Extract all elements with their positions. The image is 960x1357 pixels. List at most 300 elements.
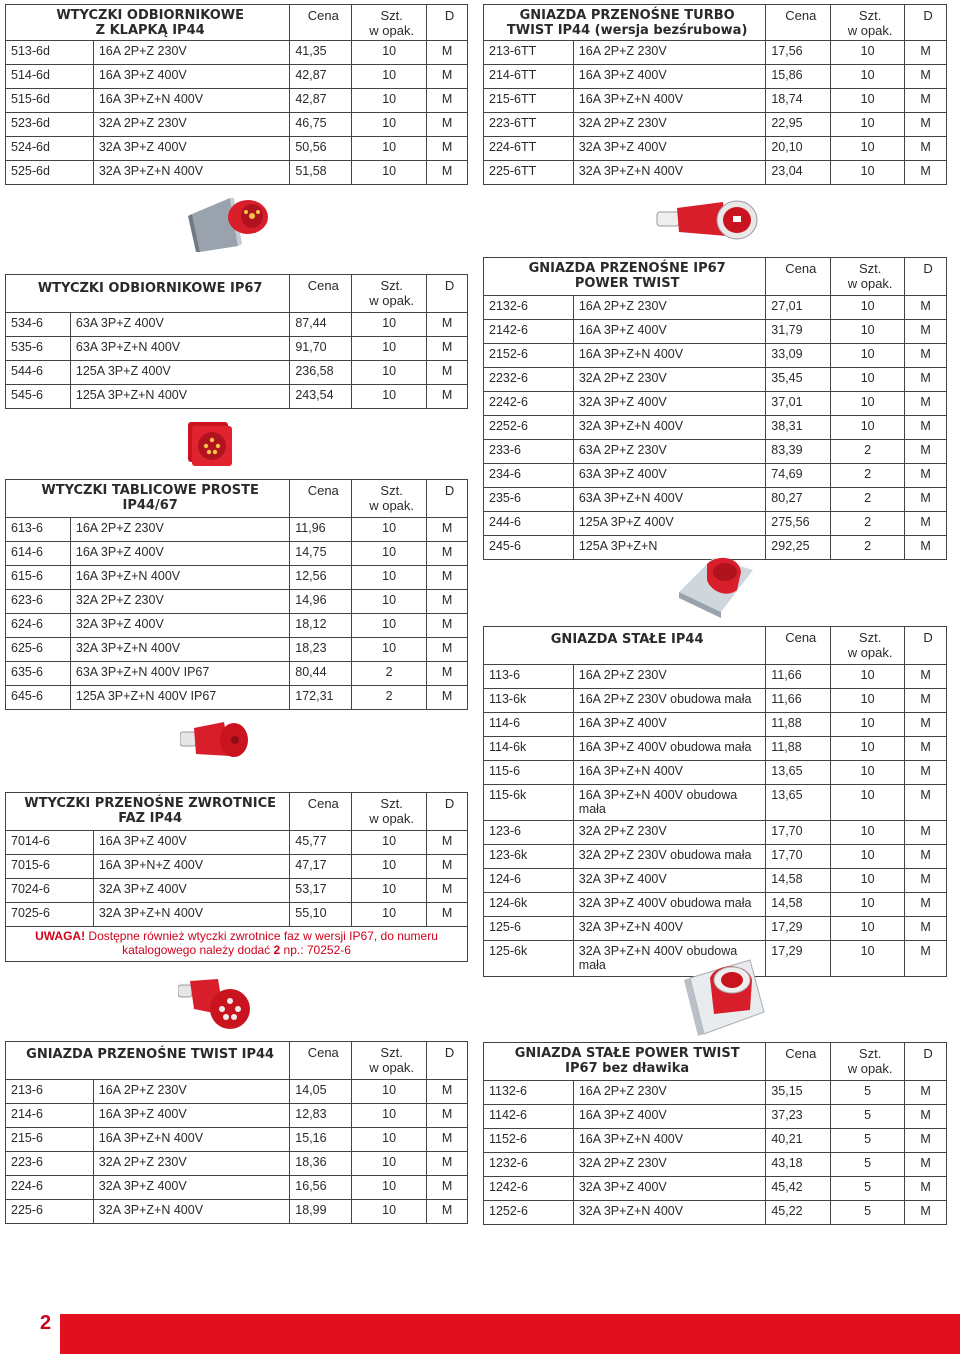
cell-description: 16A 3P+Z+N 400V: [573, 89, 766, 113]
cell-d: M: [905, 89, 947, 113]
cell-d: M: [427, 638, 468, 662]
cell-pack-qty: 10: [352, 1080, 427, 1104]
cell-d: M: [427, 361, 468, 385]
cell-price: 87,44: [290, 313, 352, 337]
cell-d: M: [905, 1129, 947, 1153]
cell-price: 37,23: [766, 1105, 831, 1129]
cell-code: 214-6TT: [484, 65, 574, 89]
cell-description: 32A 3P+Z+N 400V: [573, 1201, 766, 1225]
table-row: [484, 869, 947, 893]
cell-pack-qty: 10: [831, 137, 905, 161]
cell-pack-qty: 10: [352, 1152, 427, 1176]
cell-description: 125A 3P+Z+N 400V: [70, 385, 289, 409]
cell-description: 32A 3P+Z 400V: [93, 879, 289, 903]
cell-description: 125A 3P+Z 400V: [70, 361, 289, 385]
col-header-d: D: [905, 258, 947, 296]
cell-price: 172,31: [290, 686, 352, 710]
cell-d: M: [905, 821, 947, 845]
cell-d: M: [905, 1177, 947, 1201]
cell-description: 32A 3P+Z 400V: [70, 614, 289, 638]
cell-pack-qty: 10: [352, 113, 427, 137]
cell-price: 47,17: [290, 855, 352, 879]
cell-d: M: [905, 137, 947, 161]
cell-pack-qty: 10: [352, 903, 427, 927]
cell-description: 16A 3P+Z+N 400V: [93, 89, 290, 113]
cell-pack-qty: 5: [831, 1129, 905, 1153]
cell-d: M: [905, 713, 947, 737]
cell-price: 12,83: [290, 1104, 352, 1128]
table-row: [484, 440, 947, 464]
cell-pack-qty: 10: [352, 1200, 427, 1224]
cell-price: 22,95: [766, 113, 831, 137]
cell-description: 32A 3P+Z+N 400V: [70, 638, 289, 662]
cell-d: M: [427, 337, 468, 361]
table-row: [6, 518, 468, 542]
col-header-cena: Cena: [766, 627, 831, 665]
cell-price: 38,31: [766, 416, 831, 440]
cell-description: 63A 3P+Z+N 400V: [70, 337, 289, 361]
cell-pack-qty: 10: [831, 416, 905, 440]
cell-description: 32A 2P+Z 230V: [573, 113, 766, 137]
cell-d: M: [905, 344, 947, 368]
cell-code: 235-6: [484, 488, 574, 512]
cell-code: 624-6: [6, 614, 71, 638]
cell-code: 244-6: [484, 512, 574, 536]
table-row: [6, 313, 468, 337]
cell-pack-qty: 10: [831, 89, 905, 113]
cell-d: M: [905, 512, 947, 536]
table-row: [484, 512, 947, 536]
table-wtyczki-odbiornikowe-ip67: [5, 274, 468, 409]
cell-d: M: [427, 855, 468, 879]
table-row: [484, 137, 947, 161]
cell-price: 18,36: [290, 1152, 352, 1176]
table-row: [484, 1129, 947, 1153]
table-row: [484, 1105, 947, 1129]
note-row: [6, 927, 468, 962]
col-header-szt: Szt. w opak.: [831, 627, 905, 665]
table-row: [6, 879, 468, 903]
cell-d: M: [905, 488, 947, 512]
col-header-szt: Szt. w opak.: [352, 275, 427, 313]
table-row: [484, 665, 947, 689]
cell-description: 16A 2P+Z 230V: [573, 41, 766, 65]
cell-pack-qty: 10: [352, 337, 427, 361]
cell-code: 125-6k: [484, 941, 574, 977]
cell-code: 525-6d: [6, 161, 94, 185]
cell-code: 1142-6: [484, 1105, 574, 1129]
cell-code: 615-6: [6, 566, 71, 590]
product-image-portable-socket: [653, 194, 763, 244]
cell-code: 513-6d: [6, 41, 94, 65]
cell-d: M: [905, 368, 947, 392]
cell-code: 7025-6: [6, 903, 94, 927]
cell-code: 524-6d: [6, 137, 94, 161]
cell-price: 11,88: [766, 737, 831, 761]
cell-d: M: [427, 903, 468, 927]
table-row: [6, 161, 468, 185]
cell-description: 32A 3P+Z+N 400V: [93, 161, 290, 185]
cell-code: 623-6: [6, 590, 71, 614]
table-row: [6, 137, 468, 161]
cell-d: M: [427, 879, 468, 903]
cell-price: 14,58: [766, 869, 831, 893]
cell-description: 32A 3P+Z 400V: [573, 869, 766, 893]
cell-d: M: [427, 161, 468, 185]
col-header-d: D: [905, 5, 947, 41]
cell-pack-qty: 2: [352, 686, 427, 710]
cell-code: 225-6TT: [484, 161, 574, 185]
table-row: [6, 542, 468, 566]
table-row: [6, 855, 468, 879]
table-row: [6, 337, 468, 361]
col-header-d: D: [427, 5, 468, 41]
cell-d: M: [905, 65, 947, 89]
cell-price: 45,22: [766, 1201, 831, 1225]
cell-description: 16A 3P+Z 400V: [573, 713, 766, 737]
cell-d: M: [427, 590, 468, 614]
cell-pack-qty: 5: [831, 1177, 905, 1201]
cell-code: 113-6k: [484, 689, 574, 713]
cell-code: 213-6TT: [484, 41, 574, 65]
table-row: [6, 903, 468, 927]
cell-price: 18,23: [290, 638, 352, 662]
cell-description: 16A 3P+Z+N 400V: [93, 1128, 290, 1152]
cell-description: 32A 2P+Z 230V: [573, 368, 765, 392]
table-gniazda-twist-ip44: [5, 1041, 468, 1224]
cell-price: 18,74: [766, 89, 831, 113]
cell-d: M: [427, 113, 468, 137]
cell-pack-qty: 10: [831, 785, 905, 821]
table-row: [484, 392, 947, 416]
page-number: 2: [40, 1312, 52, 1334]
cell-code: 225-6: [6, 1200, 94, 1224]
cell-pack-qty: 10: [352, 855, 427, 879]
table-row: [6, 831, 468, 855]
cell-description: 32A 3P+Z 400V obudowa mała: [573, 893, 766, 917]
cell-price: 17,70: [766, 845, 831, 869]
note-text-3: np.: 70252-6: [280, 943, 351, 957]
cell-d: M: [427, 1080, 468, 1104]
cell-description: 16A 3P+Z 400V: [70, 542, 289, 566]
cell-code: 1152-6: [484, 1129, 574, 1153]
cell-d: M: [427, 831, 468, 855]
table-row: [6, 686, 468, 710]
cell-pack-qty: 10: [831, 41, 905, 65]
table-gniazda-ip67-power-twist: [483, 257, 947, 560]
table-row: [6, 1080, 468, 1104]
cell-d: M: [427, 65, 468, 89]
cell-code: 245-6: [484, 536, 574, 560]
table-title: WTYCZKI ODBIORNIKOWE IP67: [6, 275, 290, 313]
cell-description: 16A 3P+Z+N 400V obudowa mała: [573, 785, 766, 821]
cell-pack-qty: 5: [831, 1105, 905, 1129]
cell-price: 18,12: [290, 614, 352, 638]
cell-d: M: [427, 1152, 468, 1176]
cell-description: 16A 3P+Z 400V: [573, 1105, 766, 1129]
cell-d: M: [905, 737, 947, 761]
cell-code: 625-6: [6, 638, 71, 662]
cell-pack-qty: 2: [831, 440, 905, 464]
cell-price: 243,54: [290, 385, 352, 409]
cell-description: 32A 3P+Z+N 400V obudowa mała: [573, 941, 766, 977]
cell-code: 7024-6: [6, 879, 94, 903]
col-header-cena: Cena: [766, 1043, 831, 1081]
cell-code: 635-6: [6, 662, 71, 686]
cell-d: M: [905, 464, 947, 488]
cell-price: 31,79: [766, 320, 831, 344]
cell-description: 32A 3P+Z 400V: [93, 137, 290, 161]
cell-code: 2152-6: [484, 344, 574, 368]
cell-d: M: [905, 416, 947, 440]
cell-code: 535-6: [6, 337, 71, 361]
cell-code: 223-6: [6, 1152, 94, 1176]
table-row: [484, 1201, 947, 1225]
table-row: [6, 89, 468, 113]
table-row: [484, 113, 947, 137]
cell-price: 18,99: [290, 1200, 352, 1224]
table-title: WTYCZKI TABLICOWE PROSTE IP44/67: [6, 480, 290, 518]
cell-d: M: [427, 89, 468, 113]
col-header-cena: Cena: [290, 275, 352, 313]
cell-price: 15,16: [290, 1128, 352, 1152]
cell-pack-qty: 10: [352, 1176, 427, 1200]
cell-d: M: [905, 320, 947, 344]
cell-code: 214-6: [6, 1104, 94, 1128]
cell-d: M: [427, 385, 468, 409]
cell-pack-qty: 10: [831, 737, 905, 761]
cell-description: 63A 3P+Z 400V: [573, 464, 765, 488]
cell-price: 80,27: [766, 488, 831, 512]
cell-code: 234-6: [484, 464, 574, 488]
cell-price: 11,96: [290, 518, 352, 542]
cell-price: 80,44: [290, 662, 352, 686]
cell-description: 16A 2P+Z 230V: [573, 296, 765, 320]
col-header-szt: Szt. w opak.: [831, 5, 905, 41]
table-gniazda-turbo-twist: [483, 4, 947, 185]
cell-d: M: [905, 392, 947, 416]
cell-price: 23,04: [766, 161, 831, 185]
table-row: [6, 385, 468, 409]
cell-price: 53,17: [290, 879, 352, 903]
cell-price: 41,35: [290, 41, 352, 65]
cell-d: M: [905, 893, 947, 917]
cell-pack-qty: 5: [831, 1081, 905, 1105]
cell-price: 33,09: [766, 344, 831, 368]
cell-pack-qty: 10: [352, 137, 427, 161]
table-row: [484, 344, 947, 368]
cell-d: M: [427, 662, 468, 686]
cell-pack-qty: 2: [831, 464, 905, 488]
cell-code: 2242-6: [484, 392, 574, 416]
table-row: [6, 113, 468, 137]
cell-d: M: [427, 686, 468, 710]
table-row: [6, 614, 468, 638]
product-image-wall-socket: [677, 550, 757, 620]
cell-description: 63A 2P+Z 230V: [573, 440, 765, 464]
cell-code: 224-6TT: [484, 137, 574, 161]
cell-price: 15,86: [766, 65, 831, 89]
cell-description: 32A 3P+Z+N 400V: [93, 903, 289, 927]
cell-description: 32A 2P+Z 230V: [93, 113, 290, 137]
cell-description: 32A 2P+Z 230V: [93, 1152, 290, 1176]
table-wtyczki-tablicowe: [5, 479, 468, 710]
table-row: [6, 638, 468, 662]
cell-pack-qty: 10: [352, 361, 427, 385]
table-row: [6, 1176, 468, 1200]
cell-code: 1252-6: [484, 1201, 574, 1225]
cell-price: 275,56: [766, 512, 831, 536]
table-title: GNIAZDA STAŁE IP44: [484, 627, 766, 665]
table-row: [6, 1104, 468, 1128]
col-header-szt: Szt. w opak.: [831, 1043, 905, 1081]
cell-pack-qty: 10: [831, 296, 905, 320]
note-bold: 2: [273, 943, 281, 957]
cell-d: M: [427, 542, 468, 566]
cell-pack-qty: 2: [831, 488, 905, 512]
table-row: [484, 296, 947, 320]
cell-price: 51,58: [290, 161, 352, 185]
cell-price: 13,65: [766, 785, 831, 821]
col-header-d: D: [905, 1043, 947, 1081]
col-header-szt: Szt. w opak.: [352, 5, 427, 41]
table-row: [6, 662, 468, 686]
cell-code: 544-6: [6, 361, 71, 385]
cell-price: 50,56: [290, 137, 352, 161]
cell-code: 7014-6: [6, 831, 94, 855]
col-header-cena: Cena: [290, 793, 352, 831]
cell-pack-qty: 10: [352, 65, 427, 89]
cell-code: 124-6k: [484, 893, 574, 917]
table-row: [6, 65, 468, 89]
cell-description: 16A 2P+Z 230V: [93, 1080, 290, 1104]
cell-description: 16A 3P+Z 400V: [573, 320, 765, 344]
cell-d: M: [905, 1201, 947, 1225]
cell-code: 114-6: [484, 713, 574, 737]
table-row: [484, 845, 947, 869]
cell-d: M: [905, 917, 947, 941]
table-title: WTYCZKI ODBIORNIKOWE Z KLAPKĄ IP44: [6, 5, 290, 41]
table-row: [6, 1128, 468, 1152]
cell-description: 32A 2P+Z 230V: [573, 821, 766, 845]
cell-pack-qty: 10: [831, 845, 905, 869]
cell-description: 16A 3P+Z+N 400V: [573, 761, 766, 785]
cell-d: M: [427, 137, 468, 161]
cell-d: M: [905, 1153, 947, 1177]
cell-d: M: [427, 566, 468, 590]
cell-d: M: [427, 313, 468, 337]
cell-price: 40,21: [766, 1129, 831, 1153]
cell-description: 32A 3P+Z 400V: [573, 137, 766, 161]
col-header-szt: Szt. w opak.: [352, 480, 427, 518]
col-header-szt: Szt. w opak.: [831, 258, 905, 296]
cell-pack-qty: 5: [831, 1201, 905, 1225]
cell-description: 125A 3P+Z 400V: [573, 512, 765, 536]
cell-price: 45,42: [766, 1177, 831, 1201]
cell-description: 63A 3P+Z 400V: [70, 313, 289, 337]
table-title: GNIAZDA PRZENOŚNE TWIST IP44: [6, 1042, 290, 1080]
cell-code: 223-6TT: [484, 113, 574, 137]
table-row: [484, 65, 947, 89]
cell-d: M: [905, 113, 947, 137]
cell-price: 35,15: [766, 1081, 831, 1105]
cell-description: 16A 3P+Z 400V: [93, 831, 289, 855]
table-row: [484, 689, 947, 713]
table-row: [6, 41, 468, 65]
cell-d: M: [427, 41, 468, 65]
cell-pack-qty: 10: [831, 665, 905, 689]
cell-description: 16A 3P+Z 400V: [93, 1104, 290, 1128]
cell-price: 43,18: [766, 1153, 831, 1177]
cell-code: 523-6d: [6, 113, 94, 137]
col-header-d: D: [427, 275, 468, 313]
table-row: [484, 785, 947, 821]
table-row: [484, 41, 947, 65]
cell-pack-qty: 10: [352, 41, 427, 65]
col-header-d: D: [905, 627, 947, 665]
cell-description: 16A 3P+N+Z 400V: [93, 855, 289, 879]
cell-pack-qty: 10: [352, 89, 427, 113]
cell-code: 534-6: [6, 313, 71, 337]
cell-price: 17,70: [766, 821, 831, 845]
product-image-phase-inverter-plug: [180, 716, 250, 766]
table-row: [484, 416, 947, 440]
cell-pack-qty: 5: [831, 1153, 905, 1177]
cell-description: 16A 2P+Z 230V obudowa mała: [573, 689, 766, 713]
cell-pack-qty: 10: [352, 614, 427, 638]
cell-code: 224-6: [6, 1176, 94, 1200]
table-row: [484, 1153, 947, 1177]
cell-pack-qty: 10: [831, 917, 905, 941]
col-header-cena: Cena: [766, 258, 831, 296]
table-row: [484, 917, 947, 941]
cell-pack-qty: 2: [831, 536, 905, 560]
cell-d: M: [427, 518, 468, 542]
cell-d: M: [427, 1128, 468, 1152]
cell-pack-qty: 10: [352, 831, 427, 855]
cell-code: 614-6: [6, 542, 71, 566]
cell-price: 42,87: [290, 89, 352, 113]
cell-price: 11,66: [766, 665, 831, 689]
table-row: [484, 893, 947, 917]
cell-code: 7015-6: [6, 855, 94, 879]
cell-d: M: [427, 1104, 468, 1128]
cell-price: 292,25: [766, 536, 831, 560]
cell-d: M: [427, 1176, 468, 1200]
table-row: [484, 761, 947, 785]
cell-price: 45,77: [290, 831, 352, 855]
cell-code: 125-6: [484, 917, 574, 941]
cell-code: 1232-6: [484, 1153, 574, 1177]
cell-pack-qty: 10: [831, 368, 905, 392]
table-row: [484, 1177, 947, 1201]
note-uwaga: UWAGA!: [35, 929, 86, 943]
note-text-2: katalogowego należy dodać: [122, 943, 274, 957]
table-row: [6, 590, 468, 614]
table-row: [484, 488, 947, 512]
cell-description: 32A 3P+Z+N 400V: [573, 917, 766, 941]
cell-pack-qty: 10: [831, 821, 905, 845]
cell-price: 35,45: [766, 368, 831, 392]
cell-pack-qty: 10: [831, 113, 905, 137]
cell-price: 83,39: [766, 440, 831, 464]
col-header-d: D: [427, 480, 468, 518]
cell-d: M: [905, 296, 947, 320]
col-header-cena: Cena: [766, 5, 831, 41]
cell-price: 37,01: [766, 392, 831, 416]
table-title: GNIAZDA PRZENOŚNE IP67 POWER TWIST: [484, 258, 766, 296]
table-row: [484, 320, 947, 344]
